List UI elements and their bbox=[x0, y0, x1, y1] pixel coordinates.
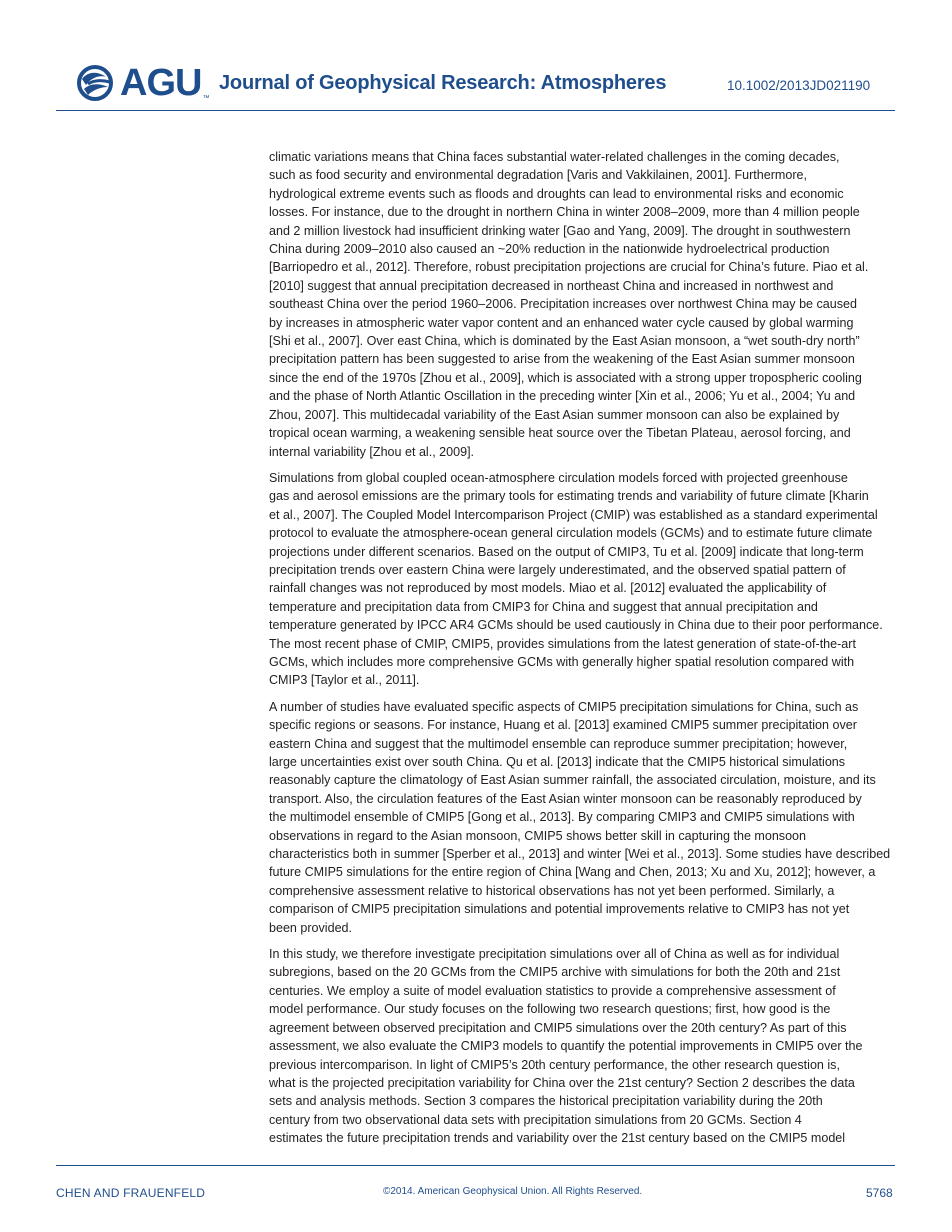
text-line: hydrological extreme events such as floods and droughts can lead to environmental risks and economic bbox=[269, 186, 844, 201]
text-line: losses. For instance, due to the drought in northern China in winter 2008–2009, more than 4 million people bbox=[269, 205, 860, 220]
text-line: protocol to evaluate the atmosphere-ocean general circulation models (GCMs) and to estimate future climate bbox=[269, 526, 873, 541]
text-line: et al., 2007]. The Coupled Model Intercomparison Project (CMIP) was established as a standard experimental bbox=[269, 507, 878, 522]
text-line: reasonably capture the climatology of East Asian summer rainfall, the associated circulation, moisture, and its bbox=[269, 773, 876, 788]
text-line: transport. Also, the circulation features of the East Asian winter monsoon can be reasonably reproduced by bbox=[269, 791, 862, 806]
paragraph-2 bbox=[269, 469, 899, 690]
paragraph-3 bbox=[269, 698, 899, 937]
text-line: gas and aerosol emissions are the primary tools for estimating trends and variability of future climate [Kharin bbox=[269, 489, 869, 504]
text-line: eastern China and suggest that the multimodel ensemble can reproduce summer precipitation; however, bbox=[269, 736, 848, 751]
article-body bbox=[269, 148, 899, 1156]
text-line: comprehensive assessment relative to historical observations has not yet been performed. Similarly, a bbox=[269, 883, 835, 898]
text-line: internal variability [Zhou et al., 2009]. bbox=[269, 444, 475, 459]
agu-logo bbox=[76, 64, 209, 102]
text-line: what is the projected precipitation variability for China over the 21st century? Section 2 describes the data bbox=[269, 1075, 855, 1090]
text-line: by increases in atmospheric water vapor content and an enhanced water cycle caused by global warming bbox=[269, 315, 854, 330]
paragraph-4 bbox=[269, 945, 899, 1147]
text-line: centuries. We employ a suite of model evaluation statistics to provide a comprehensive assessment of bbox=[269, 983, 836, 998]
text-line: and the phase of North Atlantic Oscillation in the preceding winter [Xin et al., 2006; Yu et al., 2004; Yu and bbox=[269, 389, 856, 404]
footer-divider bbox=[56, 1165, 895, 1166]
page-number: 5768 bbox=[866, 1186, 893, 1200]
text-line: GCMs, which includes more comprehensive GCMs with generally higher spatial resolution compared with bbox=[269, 654, 855, 669]
text-line: projections under different scenarios. Based on the output of CMIP3, Tu et al. [2009] indicate that long-term bbox=[269, 544, 864, 559]
logo-trademark: ™ bbox=[202, 95, 210, 102]
logo-text: AGU bbox=[120, 62, 202, 104]
agu-globe-icon bbox=[76, 65, 118, 101]
text-line: The most recent phase of CMIP, CMIP5, provides simulations from the latest generation of state-of-the-art bbox=[269, 636, 856, 651]
text-line: rainfall changes was not reproduced by most models. Miao et al. [2012] evaluated the applicability of bbox=[269, 581, 827, 596]
text-line: temperature generated by IPCC AR4 GCMs should be used cautiously in China due to their poor performance. bbox=[269, 618, 883, 633]
text-line: sets and analysis methods. Section 3 compares the historical precipitation variability during the 20th bbox=[269, 1094, 823, 1109]
text-line: the multimodel ensemble of CMIP5 [Gong et al., 2013]. By comparing CMIP3 and CMIP5 simulations with bbox=[269, 810, 855, 825]
text-line: CMIP3 [Taylor et al., 2011]. bbox=[269, 673, 420, 688]
text-line: precipitation pattern has been suggested to arise from the weakening of the East Asian summer monsoon bbox=[269, 352, 855, 367]
footer-copyright: ©2014. American Geophysical Union. All Rights Reserved. bbox=[383, 1186, 643, 1197]
text-line: A number of studies have evaluated specific aspects of CMIP5 precipitation simulations for China, such as bbox=[269, 699, 859, 714]
text-line: [2010] suggest that annual precipitation decreased in northeast China and increased in northwest and bbox=[269, 278, 834, 293]
text-line: such as food security and environmental degradation [Varis and Vakkilainen, 2001]. Furthermore, bbox=[269, 168, 807, 183]
text-line: and 2 million livestock had insufficient drinking water [Gao and Yang, 2009]. The drought in southwestern bbox=[269, 223, 851, 238]
text-line: assessment, we also evaluate the CMIP3 models to quantify the potential improvements in CMIP5 over the bbox=[269, 1039, 863, 1054]
text-line: precipitation trends over eastern China were largely underestimated, and the observed spatial pattern of bbox=[269, 562, 846, 577]
text-line: characteristics both in summer [Sperber et al., 2013] and winter [Wei et al., 2013]. Some studies have described bbox=[269, 847, 891, 862]
text-line: century from two observational data sets with precipitation simulations from 20 GCMs. Section 4 bbox=[269, 1112, 802, 1127]
text-line: observations in regard to the Asian monsoon, CMIP5 shows better skill in capturing the monsoon bbox=[269, 828, 807, 843]
text-line: been provided. bbox=[269, 920, 353, 935]
text-line: specific regions or seasons. For instance, Huang et al. [2013] examined CMIP5 summer precipitation over bbox=[269, 718, 857, 733]
text-line: Simulations from global coupled ocean-atmosphere circulation models forced with projected greenhouse bbox=[269, 470, 848, 485]
text-line: future CMIP5 simulations for the entire region of China [Wang and Chen, 2013; Xu and Xu, 2012]; however, a bbox=[269, 865, 876, 880]
journal-title: Journal of Geophysical Research: Atmospheres bbox=[219, 72, 667, 94]
text-line: temperature and precipitation data from CMIP3 for China and suggest that annual precipitation and bbox=[269, 599, 818, 614]
text-line: [Barriopedro et al., 2012]. Therefore, robust precipitation projections are crucial for China’s future. Piao et al. bbox=[269, 260, 869, 275]
text-line: climatic variations means that China faces substantial water-related challenges in the coming decades, bbox=[269, 150, 840, 164]
text-line: China during 2009–2010 also caused an ~20% reduction in the nationwide hydroelectrical production bbox=[269, 242, 830, 257]
text-line: subregions, based on the 20 GCMs from the CMIP5 archive with simulations for both the 20th and 21st bbox=[269, 965, 841, 980]
text-line: model performance. Our study focuses on the following two research questions; first, how good is the bbox=[269, 1002, 831, 1017]
footer-authors: CHEN AND FRAUENFELD bbox=[56, 1186, 206, 1200]
page-header bbox=[0, 0, 952, 112]
text-line: tropical ocean warming, a weakening sensible heat source over the Tibetan Plateau, aerosol forcing, and bbox=[269, 426, 851, 441]
paragraph-1 bbox=[269, 148, 899, 461]
text-line: In this study, we therefore investigate precipitation simulations over all of China as well as for individual bbox=[269, 947, 840, 962]
text-line: [Shi et al., 2007]. Over east China, which is dominated by the East Asian monsoon, a “wet south-dry north” bbox=[269, 334, 860, 349]
text-line: agreement between observed precipitation and CMIP5 simulations over the 20th century? As part of this bbox=[269, 1020, 847, 1035]
text-line: comparison of CMIP5 precipitation simulations and potential improvements relative to CMIP3 has not yet bbox=[269, 902, 850, 917]
text-line: large uncertainties exist over south China. Qu et al. [2013] indicate that the CMIP5 historical simulations bbox=[269, 755, 846, 769]
doi: 10.1002/2013JD021190 bbox=[727, 78, 871, 93]
text-line: southeast China over the period 1960–2006. Precipitation increases over northwest China may be caused bbox=[269, 297, 857, 312]
header-divider bbox=[56, 110, 895, 111]
text-line: since the end of the 1970s [Zhou et al., 2009], which is associated with a strong upper tropospheric cooling bbox=[269, 370, 862, 385]
text-line: previous intercomparison. In light of CMIP5’s 20th century performance, the other research question is, bbox=[269, 1057, 840, 1072]
text-line: Zhou, 2007]. This multidecadal variability of the East Asian summer monsoon can also be explained by bbox=[269, 407, 840, 422]
text-line: estimates the future precipitation trends and variability over the 21st century based on the CMIP5 model bbox=[269, 1131, 846, 1146]
